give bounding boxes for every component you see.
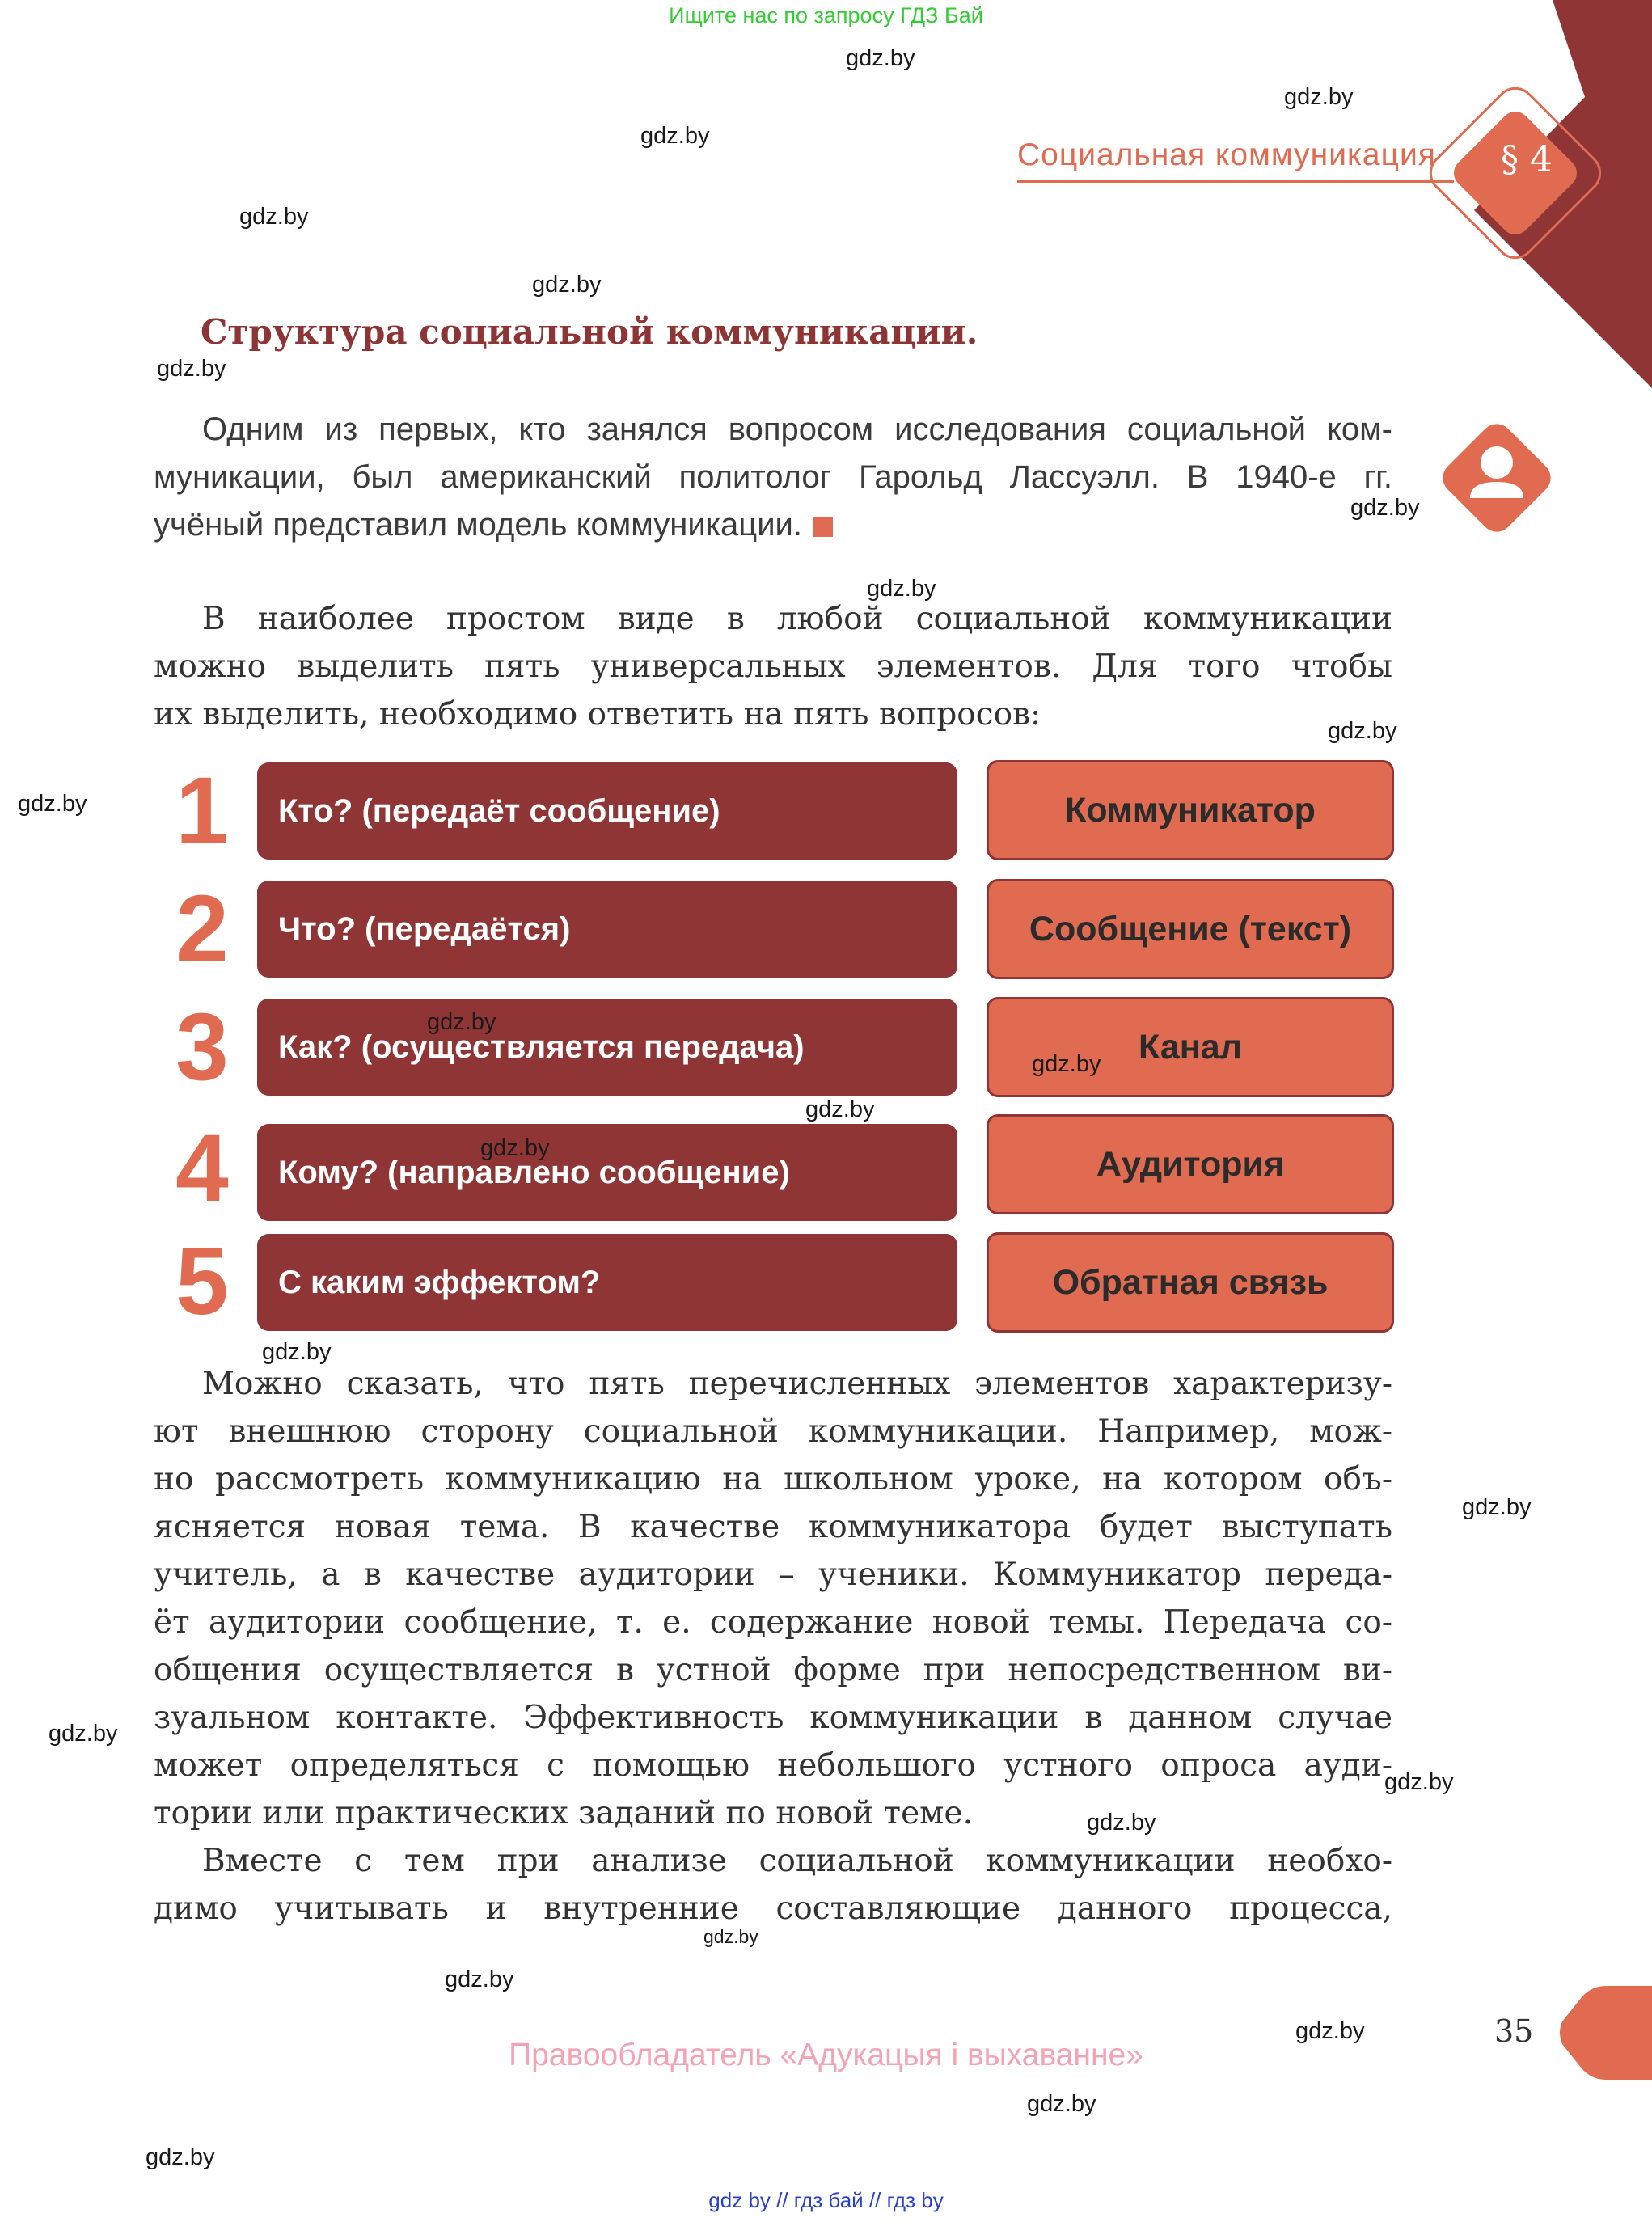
header-rule [1017,180,1454,183]
watermark: gdz.by [846,45,915,71]
watermark: gdz.by [867,576,936,602]
watermark: gdz.by [1032,1051,1101,1077]
watermark: gdz.by [1027,2091,1096,2117]
paragraph-2 [154,595,1392,738]
paragraph-line: димо учитывать и внутренние составляющие данного процесса, [154,1890,1392,1927]
watermark: gdz.by [1295,2018,1365,2044]
paragraph-3 [154,1360,1392,1837]
section-number: § 4 [1501,139,1553,180]
watermark: gdz.by [1462,1494,1532,1520]
element-answer: Канал [987,997,1394,1097]
section-heading: Структура социальной коммуникации. [201,312,978,352]
intro-line: муникации, был американский политолог Гарольд Лассуэлл. В 1940-е гг. [154,459,1392,495]
paragraph-line: ёт аудитории сообщение, т. е. содержание новой темы. Передача со- [154,1604,1392,1641]
bottom-links[interactable]: gdz by // гдз бай // гдз by [708,2188,944,2212]
paragraph-line: но рассмотреть коммуникацию на школьном уроке, на котором объ- [154,1461,1392,1498]
paragraph-line: ясняется новая тема. В качестве коммуникатора будет выступать [154,1509,1392,1545]
paragraph-line: общения осуществляется в устной форме при непосредственном ви- [154,1652,1392,1688]
paragraph-line: В наиболее простом виде в любой социальной коммуникации [202,601,1392,637]
watermark: gdz.by [532,272,602,298]
top-banner[interactable]: Ищите нас по запросу ГДЗ Бай [669,3,983,27]
watermark: gdz.by [157,356,226,382]
element-question: Кому? (направлено сообщение) [257,1124,957,1221]
paragraph-line: Можно сказать, что пять перечисленных элементов характеризу- [202,1366,1392,1402]
watermark: gdz.by [445,1966,514,1992]
paragraph-line: учитель, а в качестве аудитории – ученики. Коммуникатор переда- [154,1557,1392,1593]
intro-line-last: учёный представил модель коммуникации. [154,501,1392,549]
element-number: 3 [175,994,229,1100]
element-question: Кто? (передаёт сообщение) [257,762,957,860]
watermark: gdz.by [146,2144,215,2170]
paragraph-line: зуальном контакте. Эффективность коммуникации в данном случае [154,1700,1392,1736]
watermark: gdz.by [1350,495,1420,521]
watermark: gdz.by [805,1096,875,1122]
element-answer: Аудитория [987,1114,1394,1214]
watermark: gdz.by [18,791,87,817]
paragraph-line: тории или практических заданий по новой теме. [154,1795,973,1831]
watermark: gdz.by [1384,1769,1454,1795]
paragraph-line: их выделить, необходимо ответить на пять вопросов: [154,696,1041,733]
watermark: gdz.by [1328,718,1397,744]
element-answer: Обратная связь [987,1232,1394,1333]
paragraph-line: Вместе с тем при анализе социальной коммуникации необхо- [202,1843,1392,1879]
paragraph-line: можно выделить пять универсальных элементов. Для того чтобы [154,648,1392,685]
page-number: 35 [1494,2013,1534,2049]
watermark: gdz.by [1284,84,1354,110]
watermark: gdz.by [640,123,710,149]
element-question: Как? (осуществляется передача) [257,999,957,1096]
paragraph-line: ют внешнюю сторону социальной коммуникации. Например, мож- [154,1413,1392,1450]
watermark: gdz.by [49,1721,118,1747]
end-mark-icon [813,517,833,537]
element-number: 2 [175,876,229,982]
corner-decoration [1375,0,1652,420]
intro-paragraph [154,406,1392,549]
person-icon [1433,414,1561,542]
intro-line: Одним из первых, кто занялся вопросом исследования социальной ком- [202,412,1392,447]
element-answer: Коммуникатор [987,760,1394,860]
element-number: 1 [175,758,229,864]
paragraph-line: может определяться с помощью небольшого устного опроса ауди- [154,1747,1392,1784]
watermark: gdz.by [703,1926,758,1947]
copyright-notice: Правообладатель «Адукацыя і выхаванне» [509,2038,1143,2072]
element-question: Что? (передаётся) [257,881,957,978]
element-answer: Сообщение (текст) [987,879,1394,979]
element-number: 4 [175,1115,229,1222]
header-title: Социальная коммуникация [1017,137,1436,172]
watermark: gdz.by [427,1009,496,1035]
watermark: gdz.by [262,1339,332,1365]
paragraph-4 [154,1837,1392,1933]
watermark: gdz.by [480,1135,550,1161]
element-question: С каким эффектом? [257,1234,957,1331]
watermark: gdz.by [239,204,309,230]
element-number: 5 [175,1228,229,1335]
watermark: gdz.by [1087,1810,1156,1835]
